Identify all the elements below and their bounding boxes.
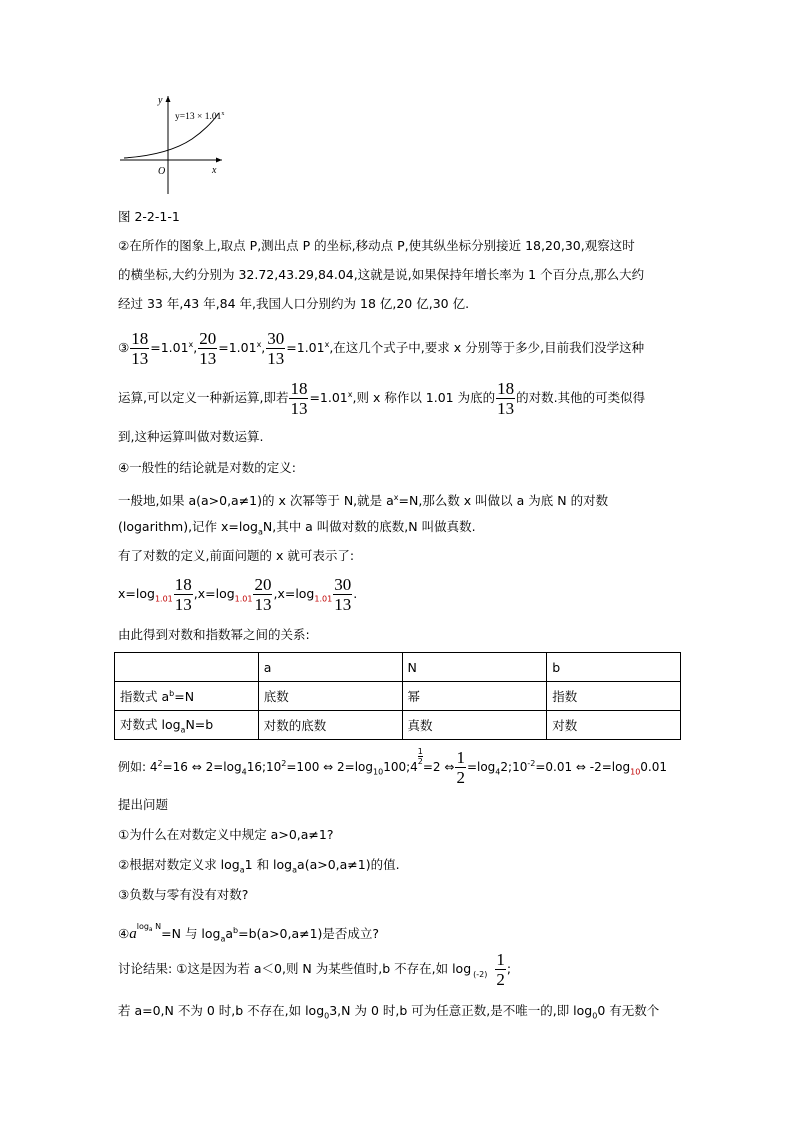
fraction-30-13: $\frac{30}{13}$ <box>267 329 285 369</box>
para3-line1: ③ $\frac{18}{13}$ $=1.01^x$, $\frac{20}{13}$ $=1.01^x$, $\frac{30}{13}$ $=1.01^x$,在这几个式子中,要求 x 分别等于多少,目前我们没学这种 <box>118 329 645 369</box>
relation-intro: 由此得到对数和指数幂之间的关系: <box>118 627 310 642</box>
fraction-1-2: $\frac{1}{2}$ <box>456 748 465 787</box>
curve-label: $y=13 \times 1.01^x$ <box>175 111 225 122</box>
discussion-line1: 讨论结果: ①这是因为若 a＜0,则 N 为某些值时,b 不存在,如 log $_{(-2)}$ $\frac{1}{2}$ ; <box>118 950 512 989</box>
table-row <box>115 682 681 711</box>
table-row <box>115 711 681 740</box>
table-cell: 幂 <box>402 682 547 711</box>
table-cell <box>115 653 259 682</box>
table-cell: 指数式 $a^b=N$ <box>115 682 259 711</box>
fraction-20-13: $\frac{20}{13}$ <box>254 575 272 614</box>
definition-line1: 一般地,如果 a(a>0,a≠1)的 x 次幂等于 N,就是 $a^x=N$,那么数 x 叫做以 a 为底 N 的对数 <box>118 493 609 509</box>
table-cell: 对数 <box>547 711 681 740</box>
table-cell: a <box>258 653 402 682</box>
relation-table <box>114 652 681 740</box>
para2-line1: ②在所作的图象上,取点 P,测出点 P 的坐标,移动点 P,使其纵坐标分别接近 18,20,30,观察这时 <box>118 238 635 253</box>
question-2: ②根据对数定义求 $\log_a1$ 和 $\log_aa(a>0,a\ne 1)$的值. <box>118 857 400 875</box>
y-axis-arrow <box>166 96 171 102</box>
origin-label: O <box>158 166 166 177</box>
para2-line2: 的横坐标,大约分别为 32.72,43.29,84.04,这就是说,如果保持年增长率为 1 个百分点,那么大约 <box>118 267 645 282</box>
log-expressions: $x=\log_{1.01}$ $\frac{18}{13}$ $,x=\log_{1.01}$ $\frac{20}{13}$ $,x=\log_{1.01}$ $\frac{30}{13}$ . <box>118 575 358 614</box>
fraction-18-13: $\frac{18}{13}$ <box>497 379 515 419</box>
para3-marker: ③ <box>118 340 130 356</box>
table-row <box>115 653 681 682</box>
fraction-1-2: $\frac{1}{2}$ <box>496 950 505 989</box>
para4-title: ④一般性的结论就是对数的定义: <box>118 460 296 475</box>
table-cell: N <box>402 653 547 682</box>
fraction-20-13: $\frac{20}{13}$ <box>199 329 217 369</box>
definition-line2: (logarithm),记作 $x=\log_aN$,其中 a 叫做对数的底数,N 叫做真数. <box>118 519 476 537</box>
para3-line3: 到,这种运算叫做对数运算. <box>118 429 264 444</box>
fraction-18-13: $\frac{18}{13}$ <box>290 379 308 419</box>
x-axis-label: x <box>212 165 217 176</box>
para4-intro: 有了对数的定义,前面问题的 x 就可表示了: <box>118 548 355 563</box>
table-cell: b <box>547 653 681 682</box>
questions-heading: 提出问题 <box>118 797 169 812</box>
fraction-18-13: $\frac{18}{13}$ <box>174 575 192 614</box>
fractional-exponent: $\frac{1}{2}$ <box>417 747 423 766</box>
fraction-18-13: $\frac{18}{13}$ <box>131 329 149 369</box>
para3-line2: 运算,可以定义一种新运算,即若 $\frac{18}{13}$ $=1.01^x$,则 x 称作以 1.01 为底的 $\frac{18}{13}$ 的对数.其他的可类似得 <box>118 379 646 419</box>
table-cell: 指数 <box>547 682 681 711</box>
table-cell: 对数式 $\log_aN=b$ <box>115 711 259 740</box>
fraction-30-13: $\frac{30}{13}$ <box>334 575 352 614</box>
table-cell: 真数 <box>402 711 547 740</box>
table-cell: 对数的底数 <box>258 711 402 740</box>
table-cell: 底数 <box>258 682 402 711</box>
y-axis-label: y <box>158 95 163 106</box>
question-1: ①为什么在对数定义中规定 a>0,a≠1? <box>118 827 334 842</box>
para2-line3: 经过 33 年,43 年,84 年,我国人口分别约为 18 亿,20 亿,30 亿. <box>118 296 470 311</box>
discussion-line2: 若 a=0,N 不为 0 时,b 不存在,如 $\log_03,N$ 为 0 时,b 可为任意正数,是不唯一的,即 $\log_00$ 有无数个 <box>118 1003 660 1021</box>
example-line: 例如: $4^2=16$ ⇔ $2=\log_416;10^2=100$ ⇔ $2=\log_{10}100;4$ $\frac{1}{2}$ =2 ⇔ $\frac{1}{2}$ $=\log_42;10^{-2}=0.01$ ⇔ $-2=\log_{10}0.01$ <box>118 747 668 787</box>
x-axis-arrow <box>216 158 222 163</box>
figure-caption: 图 2-2-1-1 <box>118 209 180 224</box>
question-4: $④a^{log_a N}=N$ 与 $\log_aa^b=b(a>0,a\ne 1)$是否成立? <box>118 922 380 944</box>
exponential-graph <box>118 92 248 202</box>
question-3: ③负数与零有没有对数? <box>118 887 249 902</box>
